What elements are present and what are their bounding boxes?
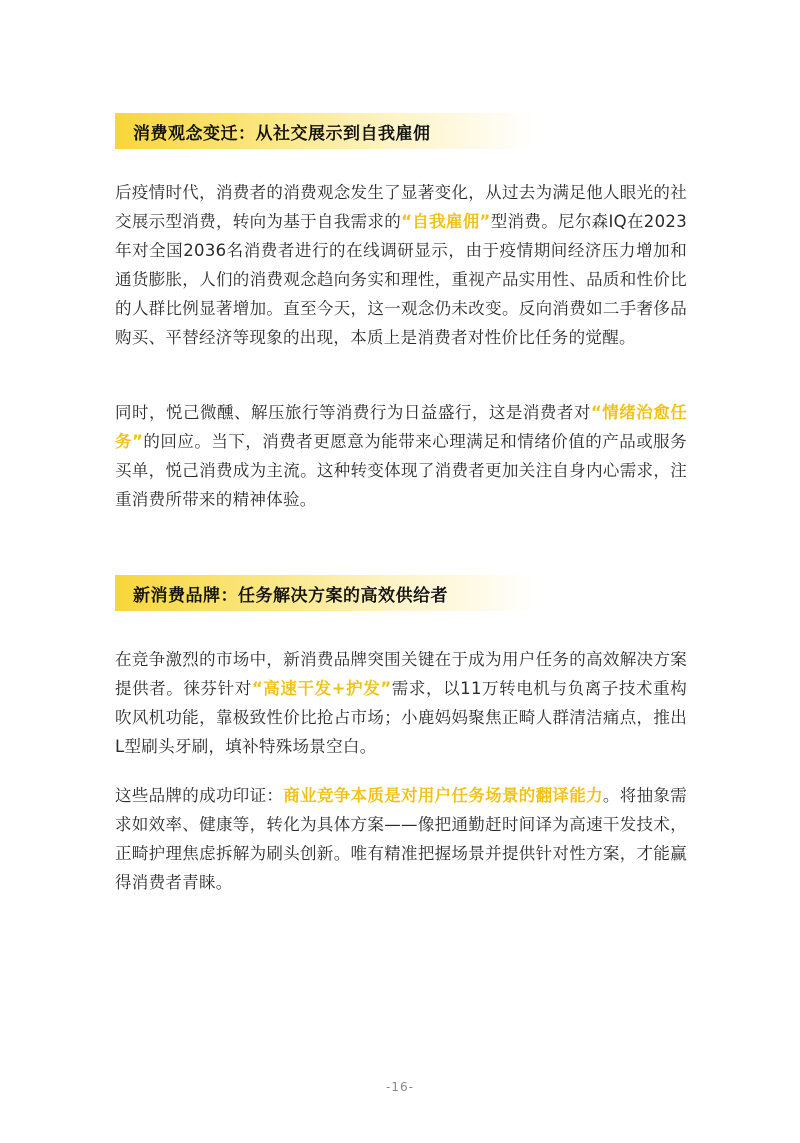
- paragraph-text: 的回应。当下，消费者更愿意为能带来心理满足和情绪价值的产品或服务买单，悦己消费成为主流。这种转变体现了消费者更加关注自身内心需求，注重消费所带来的精神体验。: [115, 432, 687, 509]
- paragraph-post-pandemic: [115, 178, 687, 352]
- page-number: -16-: [386, 1080, 414, 1094]
- paragraph-text: 后疫情时代，消费者的消费观念发生了显著变化，从过去为满足他人眼光的社交展示型消费，转向为基于自我需求的: [115, 183, 687, 231]
- paragraph-text: 。将抽象需求如效率、健康等，转化为具体方案——像把通勤赶时间译为高速干发技术，正畸护理焦虑拆解为刷头创新。唯有精准把握场景并提供针对性方案，才能赢得消费者青睐。: [115, 786, 688, 892]
- highlight-fast-dry-care: “高速干发+护发”: [251, 679, 392, 698]
- section-heading-new-brands: [115, 575, 535, 611]
- section-heading-consumption-shift: [115, 113, 535, 149]
- paragraph-text: 这些品牌的成功印证：: [115, 786, 284, 805]
- paragraph-text: 在竞争激烈的市场中，新消费品牌突围关键在于成为用户任务的高效解决方案提供者。徕芬针对: [115, 650, 687, 698]
- paragraph-emotional-healing: [115, 398, 687, 514]
- paragraph-text: 需求，以11万转电机与负离子技术重构吹风机功能，靠极致性价比抢占市场；小鹿妈妈聚焦正畸人群清洁痛点，推出L型刷头牙刷，填补特殊场景空白。: [115, 679, 687, 756]
- paragraph-brand-success: [115, 781, 687, 897]
- highlight-translation-ability: 商业竞争本质是对用户任务场景的翻译能力: [283, 786, 603, 805]
- section-heading-text: 新消费品牌：任务解决方案的高效供给者: [133, 585, 448, 606]
- section-heading-text: 消费观念变迁：从社交展示到自我雇佣: [133, 123, 431, 144]
- paragraph-text: 同时，悦己微醺、解压旅行等消费行为日益盛行，这是消费者对: [115, 403, 591, 422]
- paragraph-text: 型消费。尼尔森IQ在2023年对全国2036名消费者进行的在线调研显示，由于疫情期间经济压力增加和通货膨胀，人们的消费观念趋向务实和理性，重视产品实用性、品质和性价比的人群比例显著增加。直至今天，这一观念仍未改变。反向消费如二手奢侈品购买、平替经济等现象的出现，本质上是消费者对性价比任务的觉醒。: [115, 212, 687, 347]
- highlight-self-employment: “自我雇佣”: [401, 212, 491, 231]
- paragraph-new-brands: [115, 645, 687, 761]
- highlight-emotional-healing-task: “情绪治愈任务”: [115, 403, 687, 451]
